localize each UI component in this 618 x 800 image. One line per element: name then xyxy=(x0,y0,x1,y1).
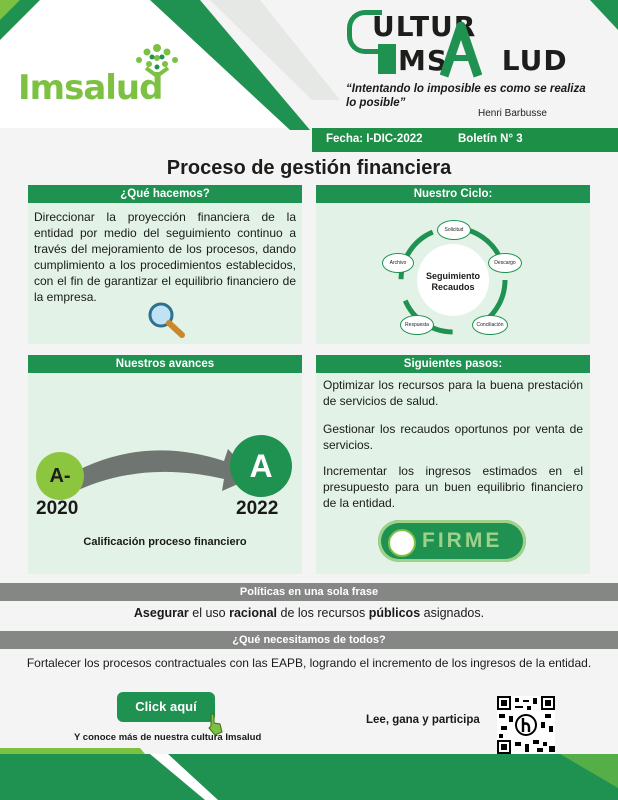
cycle-step: Solicitud xyxy=(437,220,471,240)
what-we-do-heading: ¿Qué hacemos? xyxy=(28,185,302,203)
cycle-step: Respuesta xyxy=(400,315,434,335)
grade-2022-badge: A xyxy=(230,435,292,497)
policy-heading: Políticas en una sola frase xyxy=(0,583,618,601)
policy-word: asignados. xyxy=(420,606,485,620)
need-heading: ¿Qué necesitamos de todos? xyxy=(0,631,618,649)
bulletin-date: Fecha: I-DIC-2022 xyxy=(326,133,423,145)
cycle-step: Descargo xyxy=(488,253,522,273)
firme-label: FIRME xyxy=(422,529,503,552)
date-bar xyxy=(312,128,618,152)
policy-word: públicos xyxy=(368,606,421,620)
next-step-item: Incrementar los ingresos estimados en el presupuesto para un buen equilibrio financiero de la entidad. xyxy=(323,464,583,510)
year-2022: 2022 xyxy=(236,498,279,519)
policy-word: racional xyxy=(229,606,278,620)
quote-author: Henri Barbusse xyxy=(478,108,547,119)
policy-text xyxy=(0,606,618,620)
firme-badge xyxy=(378,520,526,562)
cycle-center-label: Seguimiento Recaudos xyxy=(425,271,480,292)
culture-title-line2: MS LUD xyxy=(398,44,568,77)
need-text: Fortalecer los procesos contractuales con las EAPB, logrando el incremento de los ingresos de la entidad. xyxy=(26,656,592,670)
brand-name: Imsalud xyxy=(18,68,163,108)
button-caption: Y conoce más de nuestra cultura Imsalud xyxy=(74,732,262,743)
qr-code-icon[interactable] xyxy=(497,696,555,754)
click-here-button[interactable]: Click aquí xyxy=(117,692,215,722)
header-quote: “Intentando lo imposible es como se realiza lo posible” xyxy=(346,83,586,109)
cycle-heading: Nuestro Ciclo: xyxy=(316,185,590,203)
firme-logo-icon xyxy=(388,529,416,557)
policy-word: el uso xyxy=(188,606,230,620)
page-title: Proceso de gestión financiera xyxy=(166,157,452,179)
cta-text: Lee, gana y participa xyxy=(366,714,480,726)
grade-2020-badge: A- xyxy=(36,452,84,500)
year-2020: 2020 xyxy=(36,498,79,519)
next-step-item: Optimizar los recursos para la buena prestación de servicios de salud. xyxy=(323,378,583,408)
policy-word: de los recursos xyxy=(277,606,369,620)
progress-caption: Calificación proceso financiero xyxy=(83,536,247,548)
policy-word: Asegurar xyxy=(133,606,189,620)
culture-logo-i-icon xyxy=(378,44,396,74)
cycle-step: Conciliación xyxy=(472,315,508,335)
what-we-do-text: Direccionar la proyección financiera de la entidad por medio del seguimiento continuo a través del mejoramiento de los procesos, dando cumplimiento a los procedimientos establecidos, con el fin de garantizar el equilibrio financiero de la empresa. xyxy=(34,210,296,304)
what-we-do-panel xyxy=(28,185,302,344)
next-step-item: Gestionar los recaudos oportunos por venta de servicios. xyxy=(323,422,583,452)
cycle-panel xyxy=(316,185,590,344)
culture-logo-a-icon xyxy=(440,22,482,78)
magnifier-icon xyxy=(146,301,186,339)
next-steps-heading: Siguientes pasos: xyxy=(316,355,590,373)
progress-heading: Nuestros avances xyxy=(28,355,302,373)
bulletin-number: Boletín N° 3 xyxy=(458,133,523,145)
footer-decoration xyxy=(0,748,618,800)
culture-title-line1: ULTUR xyxy=(372,10,477,43)
cycle-step: Archivo xyxy=(382,253,414,273)
progress-panel xyxy=(28,355,302,574)
